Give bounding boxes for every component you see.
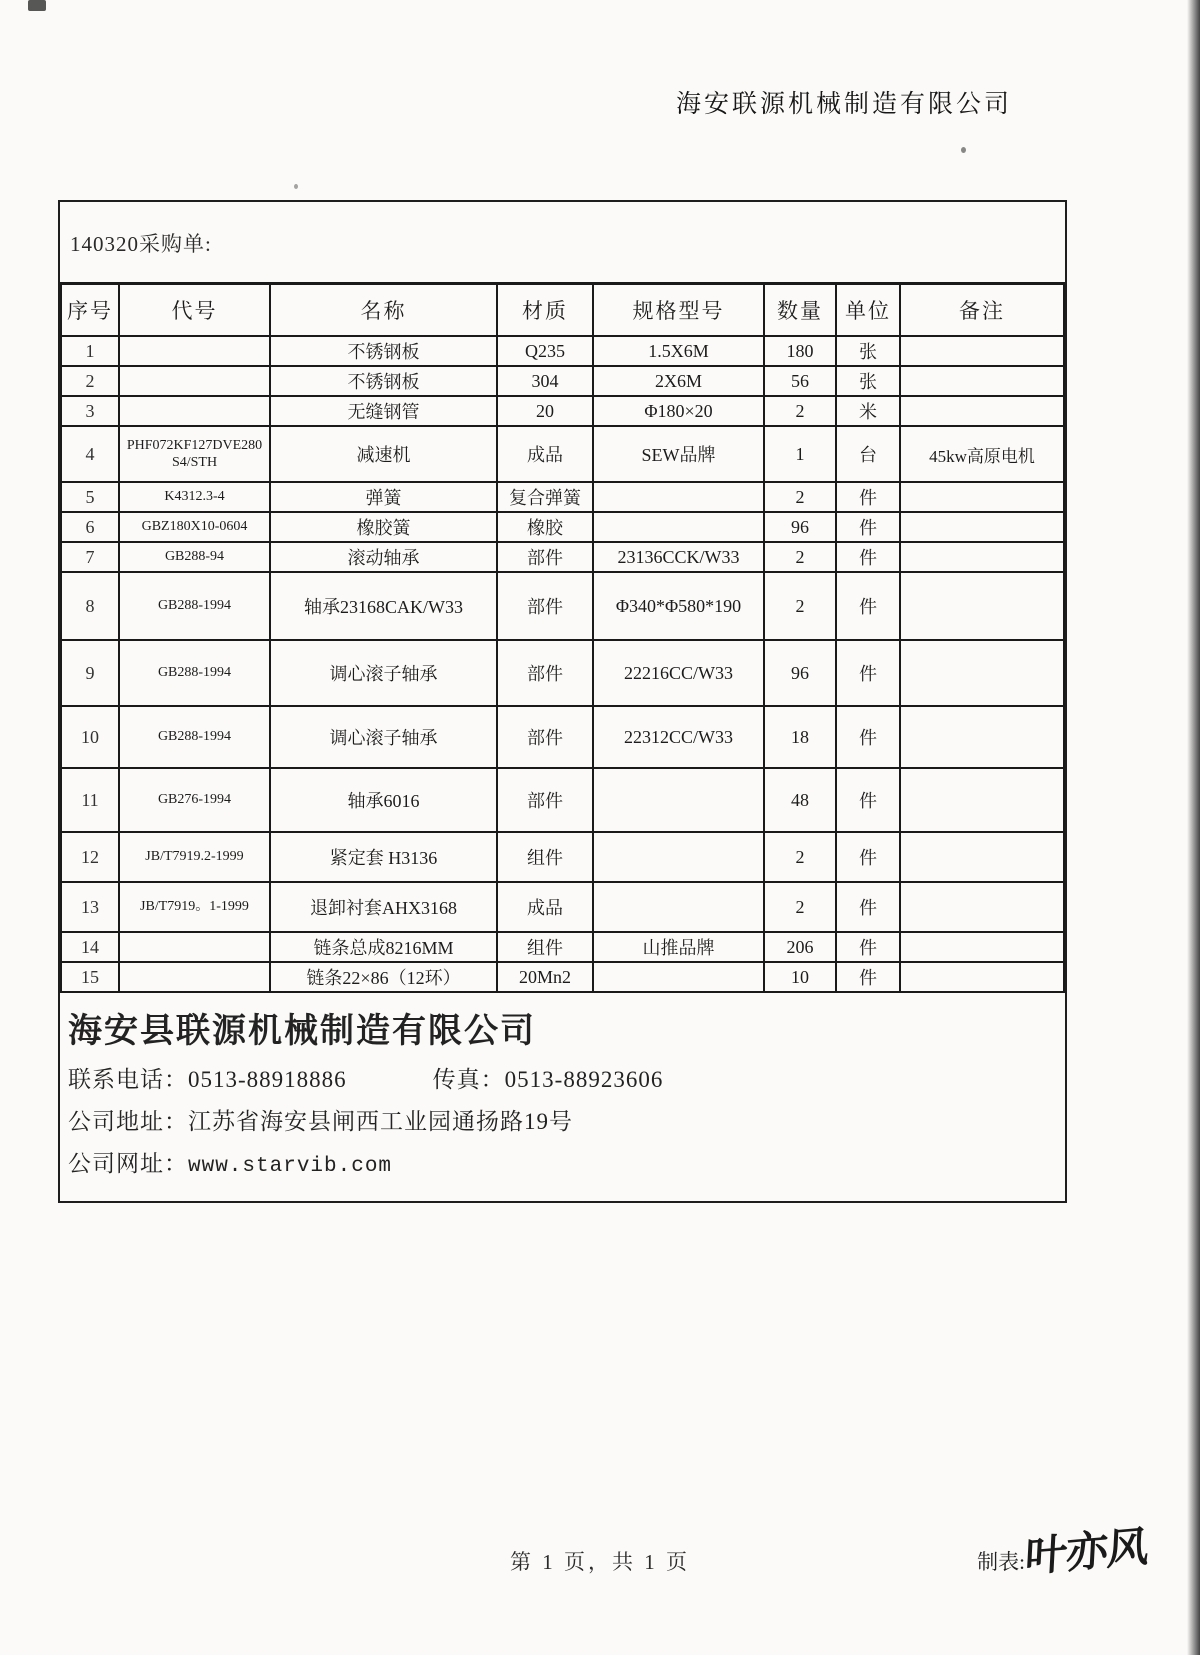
- fax-label: 传真：: [432, 1067, 505, 1092]
- table-row: [61, 542, 1064, 572]
- table-cell: 部件: [497, 572, 593, 640]
- column-header: 备注: [900, 284, 1064, 337]
- table-cell: 滚动轴承: [270, 542, 497, 572]
- table-cell: [900, 482, 1064, 512]
- table-cell: 180: [764, 336, 836, 366]
- table-cell: 调心滚子轴承: [270, 640, 497, 706]
- table-cell: [900, 542, 1064, 572]
- table-cell: 组件: [497, 832, 593, 882]
- table-cell: 9: [61, 640, 119, 706]
- table-cell: 件: [836, 962, 900, 992]
- phone-number: 0513-88918886: [188, 1067, 347, 1092]
- table-cell: 部件: [497, 542, 593, 572]
- table-cell: 2: [764, 482, 836, 512]
- table-cell: GB276-1994: [119, 768, 270, 832]
- prepared-by-signature: 叶亦风: [1024, 1524, 1149, 1582]
- table-cell: Φ180×20: [593, 396, 764, 426]
- doc-title: 140320采购单:: [70, 232, 212, 256]
- table-cell: 山推品牌: [593, 932, 764, 962]
- phone-fax-line: [68, 1061, 1065, 1094]
- address-line: [68, 1103, 1065, 1136]
- table-cell: [119, 396, 270, 426]
- table-row: [61, 366, 1064, 396]
- table-cell: 成品: [497, 882, 593, 932]
- table-cell: 1: [61, 336, 119, 366]
- scan-speck: [961, 147, 966, 153]
- table-cell: 45kw高原电机: [900, 426, 1064, 482]
- table-cell: 橡胶: [497, 512, 593, 542]
- table-cell: 张: [836, 336, 900, 366]
- table-cell: 15: [61, 962, 119, 992]
- table-cell: 6: [61, 512, 119, 542]
- column-header: 单位: [836, 284, 900, 337]
- table-row: [61, 336, 1064, 366]
- table-body: [61, 336, 1064, 992]
- table-row: [61, 706, 1064, 768]
- table-cell: 退卸衬套AHX3168: [270, 882, 497, 932]
- table-cell: 件: [836, 832, 900, 882]
- table-cell: 23136CCK/W33: [593, 542, 764, 572]
- column-header: 规格型号: [593, 284, 764, 337]
- table-cell: GB288-1994: [119, 572, 270, 640]
- table-cell: [900, 706, 1064, 768]
- table-cell: 13: [61, 882, 119, 932]
- company-name: 海安县联源机械制造有限公司: [68, 1013, 536, 1050]
- table-cell: [119, 932, 270, 962]
- table-cell: 不锈钢板: [270, 336, 497, 366]
- table-cell: [119, 962, 270, 992]
- phone-label: 联系电话：: [68, 1067, 188, 1092]
- scan-speck: [294, 184, 298, 189]
- fax-number: 0513-88923606: [504, 1067, 664, 1092]
- table-cell: 米: [836, 396, 900, 426]
- table-cell: 减速机: [270, 426, 497, 482]
- table-cell: 件: [836, 542, 900, 572]
- table-cell: 2: [764, 542, 836, 572]
- table-row: [61, 572, 1064, 640]
- table-cell: 10: [61, 706, 119, 768]
- table-cell: 2: [764, 832, 836, 882]
- table-cell: [593, 962, 764, 992]
- table-cell: [900, 366, 1064, 396]
- table-cell: 11: [61, 768, 119, 832]
- company-info-block: [60, 993, 1065, 1201]
- table-cell: [900, 640, 1064, 706]
- table-header-row: [61, 284, 1064, 337]
- table-cell: 无缝钢管: [270, 396, 497, 426]
- table-cell: [900, 932, 1064, 962]
- table-cell: 2X6M: [593, 366, 764, 396]
- table-row: [61, 396, 1064, 426]
- table-row: [61, 768, 1064, 832]
- table-cell: 206: [764, 932, 836, 962]
- website-url: www.starvib.com: [188, 1155, 393, 1178]
- table-cell: 件: [836, 882, 900, 932]
- table-cell: 件: [836, 768, 900, 832]
- table-cell: 14: [61, 932, 119, 962]
- table-row: [61, 512, 1064, 542]
- table-row: [61, 932, 1064, 962]
- table-cell: 96: [764, 512, 836, 542]
- table-cell: 7: [61, 542, 119, 572]
- scan-smudge: [28, 0, 46, 11]
- table-cell: 件: [836, 706, 900, 768]
- table-cell: 台: [836, 426, 900, 482]
- table-cell: 部件: [497, 640, 593, 706]
- scan-edge-shadow: [1187, 0, 1200, 1655]
- table-cell: 不锈钢板: [270, 366, 497, 396]
- column-header: 数量: [764, 284, 836, 337]
- table-cell: [593, 512, 764, 542]
- table-cell: 成品: [497, 426, 593, 482]
- table-cell: 2: [61, 366, 119, 396]
- table-cell: [900, 512, 1064, 542]
- table-cell: K4312.3-4: [119, 482, 270, 512]
- table-cell: 20Mn2: [497, 962, 593, 992]
- column-header: 代号: [119, 284, 270, 337]
- table-cell: 56: [764, 366, 836, 396]
- table-cell: 链条总成8216MM: [270, 932, 497, 962]
- table-cell: 组件: [497, 932, 593, 962]
- column-header: 序号: [61, 284, 119, 337]
- prepared-by: [977, 1524, 1149, 1582]
- purchase-order-box: [58, 200, 1067, 1203]
- table-cell: 橡胶簧: [270, 512, 497, 542]
- table-row: [61, 640, 1064, 706]
- page-number: 第 1 页，共 1 页: [510, 1550, 690, 1574]
- table-cell: JB/T7919.2-1999: [119, 832, 270, 882]
- table-row: [61, 426, 1064, 482]
- table-cell: [900, 768, 1064, 832]
- table-cell: 8: [61, 572, 119, 640]
- table-cell: [593, 768, 764, 832]
- table-cell: 链条22×86（12环）: [270, 962, 497, 992]
- table-cell: 部件: [497, 706, 593, 768]
- company-header: 海安联源机械制造有限公司: [675, 91, 1012, 118]
- address-value: 江苏省海安县闸西工业园通扬路19号: [188, 1109, 573, 1134]
- table-cell: 复合弹簧: [497, 482, 593, 512]
- table-cell: [900, 336, 1064, 366]
- table-cell: 调心滚子轴承: [270, 706, 497, 768]
- table-cell: [900, 962, 1064, 992]
- table-cell: 1.5X6M: [593, 336, 764, 366]
- table-cell: PHF072KF127DVE280S4/STH: [119, 426, 270, 482]
- table-cell: 件: [836, 512, 900, 542]
- table-cell: 20: [497, 396, 593, 426]
- prepared-by-label: 制表:: [977, 1550, 1025, 1574]
- table-cell: 12: [61, 832, 119, 882]
- table-cell: GB288-1994: [119, 640, 270, 706]
- website-line: [68, 1145, 1065, 1178]
- table-cell: 弹簧: [270, 482, 497, 512]
- table-cell: 5: [61, 482, 119, 512]
- table-cell: 轴承23168CAK/W33: [270, 572, 497, 640]
- table-cell: SEW品牌: [593, 426, 764, 482]
- table-row: [61, 832, 1064, 882]
- table-cell: [593, 832, 764, 882]
- table-cell: 张: [836, 366, 900, 396]
- table-row: [61, 962, 1064, 992]
- table-cell: 48: [764, 768, 836, 832]
- table-cell: 轴承6016: [270, 768, 497, 832]
- purchase-order-table: [60, 282, 1065, 993]
- table-cell: 96: [764, 640, 836, 706]
- table-cell: 件: [836, 932, 900, 962]
- table-cell: 2: [764, 396, 836, 426]
- table-cell: [593, 482, 764, 512]
- table-cell: 件: [836, 572, 900, 640]
- table-cell: Φ340*Φ580*190: [593, 572, 764, 640]
- table-cell: [900, 882, 1064, 932]
- table-row: [61, 482, 1064, 512]
- table-cell: 紧定套 H3136: [270, 832, 497, 882]
- table-cell: GB288-1994: [119, 706, 270, 768]
- table-cell: 18: [764, 706, 836, 768]
- table-cell: 3: [61, 396, 119, 426]
- column-header: 名称: [270, 284, 497, 337]
- table-cell: Q235: [497, 336, 593, 366]
- table-cell: 10: [764, 962, 836, 992]
- table-cell: 304: [497, 366, 593, 396]
- table-cell: [119, 366, 270, 396]
- table-cell: 件: [836, 640, 900, 706]
- table-cell: 部件: [497, 768, 593, 832]
- table-cell: 4: [61, 426, 119, 482]
- table-cell: [900, 572, 1064, 640]
- column-header: 材质: [497, 284, 593, 337]
- address-label: 公司地址：: [68, 1109, 188, 1134]
- table-cell: GB288-94: [119, 542, 270, 572]
- table-row: [61, 882, 1064, 932]
- table-cell: [593, 882, 764, 932]
- table-cell: 2: [764, 882, 836, 932]
- table-cell: [119, 336, 270, 366]
- table-cell: JB/T7919。1-1999: [119, 882, 270, 932]
- table-cell: [900, 396, 1064, 426]
- table-cell: 22312CC/W33: [593, 706, 764, 768]
- table-cell: GBZ180X10-0604: [119, 512, 270, 542]
- table-cell: 1: [764, 426, 836, 482]
- website-label: 公司网址：: [68, 1151, 188, 1176]
- table-cell: 2: [764, 572, 836, 640]
- table-cell: 22216CC/W33: [593, 640, 764, 706]
- table-cell: [900, 832, 1064, 882]
- table-cell: 件: [836, 482, 900, 512]
